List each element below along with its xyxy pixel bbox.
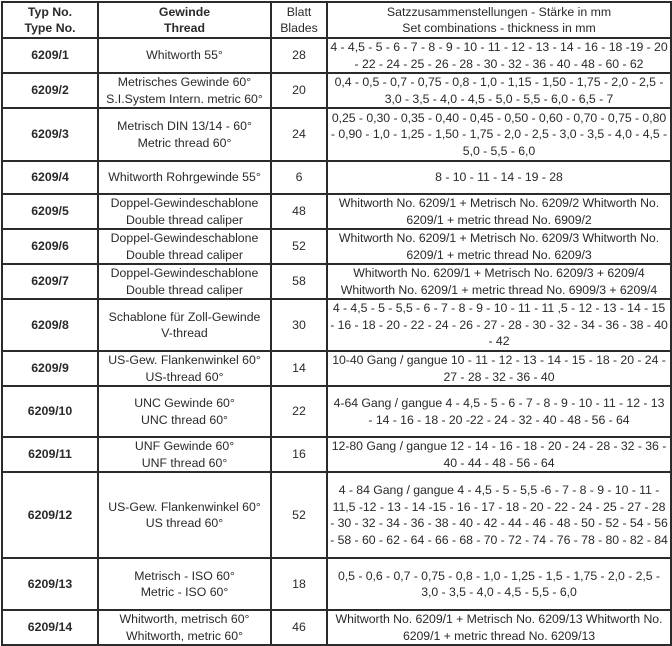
blade-count: 52 (271, 229, 327, 264)
thread-en: Double thread caliper (126, 212, 243, 227)
header-blades-de: Blatt (286, 4, 312, 19)
thread-de: Whitworth, metrisch 60° (119, 612, 250, 626)
blade-count: 58 (271, 264, 327, 299)
header-type-de: Typ No. (27, 4, 73, 19)
thread-de: Doppel-Gewindeschablone (110, 231, 259, 245)
table-row (2, 299, 671, 351)
thread-cell (98, 472, 271, 558)
table-row (2, 264, 671, 299)
type-number: 6209/6 (2, 229, 98, 264)
thread-en: UNF thread 60° (141, 455, 228, 470)
thread-de: Schablone für Zoll-Gewinde (108, 309, 261, 324)
blade-count: 52 (271, 472, 327, 558)
blade-count: 14 (271, 351, 327, 386)
table-row (2, 472, 671, 558)
table-row (2, 386, 671, 437)
thread-cell (98, 38, 271, 73)
thread-cell (98, 299, 271, 351)
thread-cell (98, 194, 271, 229)
table-row (2, 351, 671, 386)
set-combination: Whitworth No. 6209/1 + Metrisch No. 6209/3 Whitworth No. 6209/1 + metric thread No. 6209/3 (327, 229, 671, 264)
thread-en: Whitworth, metric 60° (126, 628, 243, 643)
set-combination: 12-80 Gang / gangue 12 - 14 - 16 - 18 - 20 - 24 - 28 - 32 - 36 - 40 - 44 - 48 - 56 - 64 (327, 437, 671, 472)
blade-count: 16 (271, 437, 327, 472)
thread-de: Metrisch - ISO 60° (134, 568, 235, 583)
thread-cell (98, 610, 271, 645)
thread-cell (98, 264, 271, 299)
thread-cell (98, 386, 271, 437)
thread-cell (98, 73, 271, 108)
header-thread-de: Gewinde (158, 4, 211, 19)
set-combination: Whitworth No. 6209/1 + Metrisch No. 6209/2 Whitworth No. 6209/1 + metric thread No. 6909/2 (327, 194, 671, 229)
thread-cell (98, 108, 271, 161)
thread-cell (98, 229, 271, 264)
thread-cell (98, 437, 271, 472)
thread-gauge-table (1, 1, 672, 646)
thread-en: S.I.System Intern. metric 60° (106, 91, 263, 106)
thread-de: US-Gew. Flankenwinkel 60° (108, 499, 261, 514)
header-row (2, 2, 671, 38)
table-row (2, 73, 671, 108)
thread-de: Doppel-Gewindeschablone (110, 196, 259, 210)
table-row (2, 108, 671, 161)
table-row (2, 229, 671, 264)
header-sets-de: Satzzusammenstellungen - Stärke in mm (386, 4, 612, 19)
set-combination: 4-64 Gang / gangue 4 - 4,5 - 5 - 6 - 7 - 8 - 9 - 10 - 11 - 12 - 13 - 14 - 16 - 18 - 20 -22 - 24 - 32 - 40 - 48 - 56 - 64 (327, 386, 671, 437)
blade-count: 30 (271, 299, 327, 351)
thread-en: V-thread (161, 326, 208, 340)
type-number: 6209/12 (2, 472, 98, 558)
header-type-en: Type No. (24, 21, 76, 35)
set-combination: 0,4 - 0,5 - 0,7 - 0,75 - 0,8 - 1,0 - 1,15 - 1,50 - 1,75 - 2,0 - 2,5 - 3,0 - 3,5 - 4,0 - 4,5 - 5,0 - 5,5 - 6,0 - 6,5 - 7 (327, 73, 671, 108)
thread-de: Whitworth Rohrgewinde 55° (108, 170, 261, 185)
blade-count: 24 (271, 108, 327, 161)
set-combination: 0,25 - 0,30 - 0,35 - 0,40 - 0,45 - 0,50 - 0,60 - 0,70 - 0,75 - 0,80 - 0,90 - 1,0 - 1,25 - 1,50 - 1,75 - 2,0 - 2,5 - 3,0 - 3,5 - 4,0 - 4,5 - 5,0 - 5,5 - 6,0 (327, 108, 671, 161)
thread-de: Whitworth 55° (146, 48, 223, 63)
thread-de: Doppel-Gewindeschablone (110, 266, 259, 280)
blade-count: 20 (271, 73, 327, 108)
thread-en: Metric - ISO 60° (140, 585, 229, 599)
header-sets-en: Set combinations - thickness in mm (402, 21, 596, 35)
table-row (2, 194, 671, 229)
table-row (2, 558, 671, 610)
table-row (2, 437, 671, 472)
set-combination: Whitworth No. 6209/1 + Metrisch No. 6209/3 + 6209/4 Whitworth No. 6209/1 + metric thread No. 6909/3 + 6209/4 (327, 264, 671, 299)
thread-de: Metrisch DIN 13/14 - 60° (117, 119, 252, 133)
table-row (2, 610, 671, 645)
header-blades (271, 2, 327, 38)
set-combination: 10-40 Gang / gangue 10 - 11 - 12 - 13 - 14 - 15 - 18 - 20 - 24 - 27 - 28 - 32 - 36 - 40 (327, 351, 671, 386)
header-blades-en: Blades (280, 21, 318, 35)
header-type (2, 2, 98, 38)
blade-count: 28 (271, 38, 327, 73)
set-combination: 4 - 4,5 - 5 - 5,5 - 6 - 7 - 8 - 9 - 10 - 11 - 11 ,5 - 12 - 13 - 14 - 15 - 16 - 18 - 20 - 22 - 24 - 26 - 27 - 28 - 30 - 32 - 34 - 36 - 38 - 40 - 42 (327, 299, 671, 351)
blade-count: 46 (271, 610, 327, 645)
type-number: 6209/9 (2, 351, 98, 386)
blade-count: 6 (271, 161, 327, 194)
thread-en: Double thread caliper (126, 247, 243, 262)
thread-de: US-Gew. Flankenwinkel 60° (108, 353, 261, 367)
set-combination: 8 - 10 - 11 - 14 - 19 - 28 (327, 161, 671, 194)
type-number: 6209/14 (2, 610, 98, 645)
thread-cell (98, 351, 271, 386)
type-number: 6209/1 (2, 38, 98, 73)
blade-count: 22 (271, 386, 327, 437)
header-thread (98, 2, 271, 38)
thread-de: Metrisches Gewinde 60° (117, 75, 252, 89)
set-combination: 0,5 - 0,6 - 0,7 - 0,75 - 0,8 - 1,0 - 1,25 - 1,5 - 1,75 - 2,0 - 2,5 - 3,0 - 3,5 - 4,0 - 4,5 - 5,5 - 6,0 (327, 558, 671, 610)
header-sets (327, 2, 671, 38)
thread-en: Double thread caliper (126, 282, 243, 297)
type-number: 6209/5 (2, 194, 98, 229)
table-row (2, 38, 671, 73)
thread-en: Metric thread 60° (137, 135, 232, 150)
thread-cell (98, 161, 271, 194)
type-number: 6209/11 (2, 437, 98, 472)
set-combination: 4 - 84 Gang / gangue 4 - 4,5 - 5 - 5,5 -6 - 7 - 8 - 9 - 10 - 11 - 11,5 -12 - 13 - 14 -15 - 16 - 17 - 18 - 20 - 22 - 24 - 25 - 27 - 28 - 30 - 32 - 34 - 36 - 38 - 40 - 42 - 44 - 46 - 48 - 50 - 52 - 54 - 56 - 58 - 60 - 62 - 64 - 66 - 68 - 70 - 72 - 74 - 76 - 78 - 80 - 82 - 84 (327, 472, 671, 558)
type-number: 6209/7 (2, 264, 98, 299)
set-combination: Whitworth No. 6209/1 + Metrisch No. 6209/13 Whitworth No. 6209/1 + metric thread No. 6209/13 (327, 610, 671, 645)
thread-cell (98, 558, 271, 610)
type-number: 6209/8 (2, 299, 98, 351)
header-thread-en: Thread (164, 21, 205, 35)
type-number: 6209/10 (2, 386, 98, 437)
thread-de: UNF Gewinde 60° (134, 439, 235, 453)
type-number: 6209/2 (2, 73, 98, 108)
thread-en: UNC thread 60° (141, 412, 228, 427)
table-row (2, 161, 671, 194)
type-number: 6209/4 (2, 161, 98, 194)
blade-count: 48 (271, 194, 327, 229)
thread-en: US thread 60° (145, 516, 224, 530)
type-number: 6209/3 (2, 108, 98, 161)
thread-de: UNC Gewinde 60° (134, 396, 235, 410)
type-number: 6209/13 (2, 558, 98, 610)
set-combination: 4 - 4,5 - 5 - 6 - 7 - 8 - 9 - 10 - 11 - 12 - 13 - 14 - 16 - 18 -19 - 20 - 22 - 24 - 25 - 26 - 28 - 30 - 32 - 36 - 40 - 48 - 60 - 62 (327, 38, 671, 73)
thread-en: US-thread 60° (145, 369, 224, 384)
blade-count: 18 (271, 558, 327, 610)
